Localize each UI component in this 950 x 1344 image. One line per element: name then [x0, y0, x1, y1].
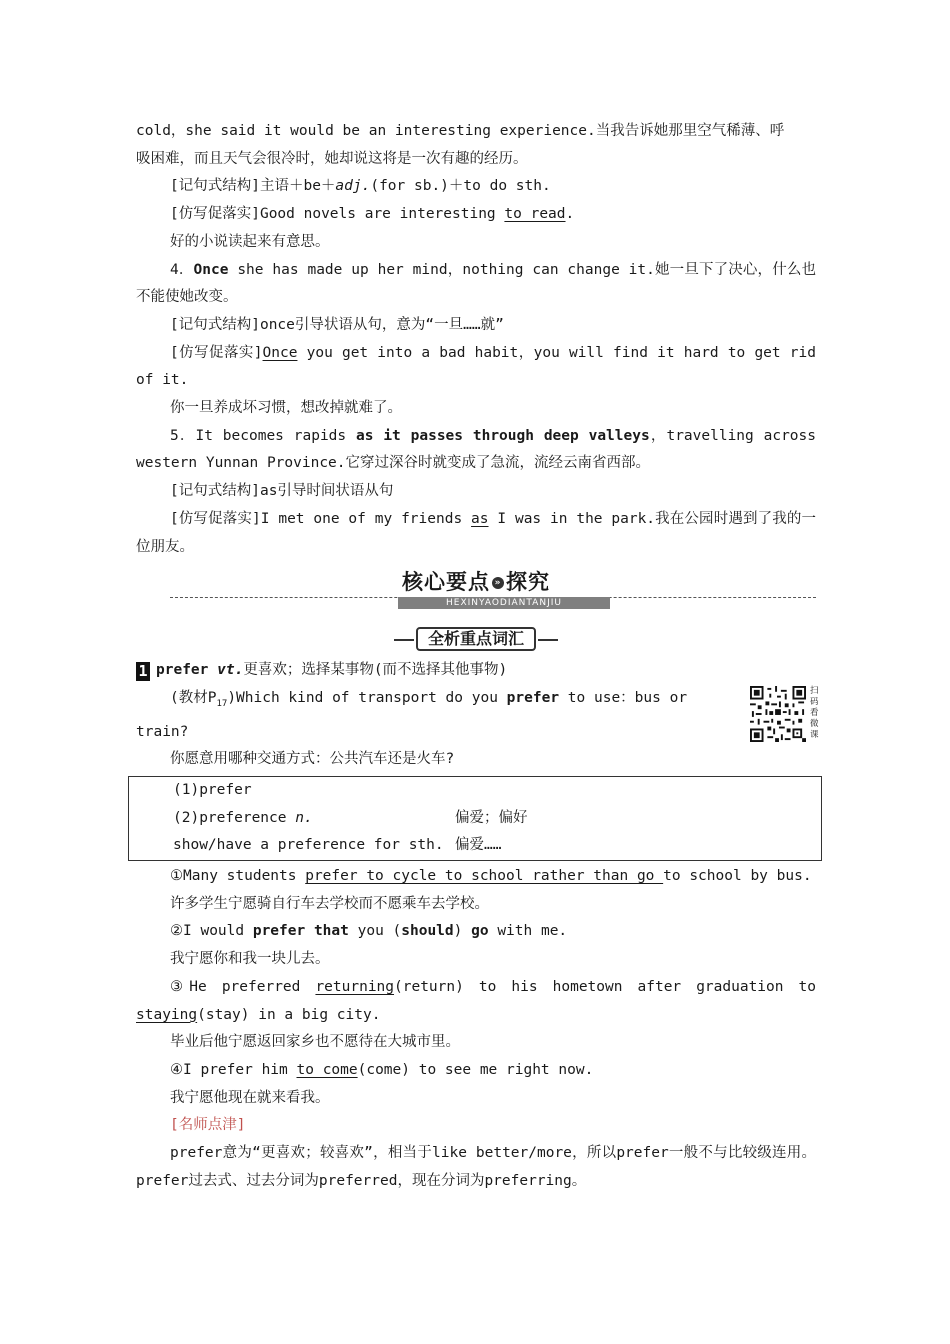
- text-bold: prefer that: [252, 923, 349, 940]
- word-family-box: [128, 776, 822, 861]
- text: [记句式结构]主语＋be＋: [170, 178, 336, 195]
- answer-underlined: staying: [136, 1006, 198, 1023]
- box-row: [173, 832, 821, 860]
- text: )Which kind of transport do you: [227, 689, 507, 706]
- sentence-structure-5: [记句式结构]as引导时间状语从句: [170, 483, 394, 500]
- box-meaning: 偏爱；偏好: [455, 809, 528, 826]
- box-row: (1)prefer: [173, 781, 252, 798]
- textbook-sentence: [136, 685, 816, 746]
- banner-title-part: 探究: [506, 570, 550, 595]
- text-subscript: 17: [216, 698, 228, 709]
- text: (stay) in a big city.: [197, 1006, 381, 1023]
- text-bold: should: [401, 923, 454, 940]
- sentence-4: [136, 257, 816, 312]
- item-number: 4．: [170, 261, 194, 278]
- vocab-header-label: 全析重点词汇: [416, 627, 536, 651]
- answer-underlined: as: [471, 510, 489, 527]
- text: to use：bus or train?: [136, 689, 688, 740]
- teacher-tip-text: prefer意为“更喜欢；较喜欢”，相当于like better/more，所以prefer一般不与比较级连用。prefer过去式、过去分词为preferred，现在分词为preferring。: [136, 1145, 816, 1189]
- paragraph-continuation: [136, 118, 816, 173]
- text: [仿写促落实]Good novels are interesting: [170, 206, 505, 223]
- imitation-4: [136, 340, 816, 395]
- text: (return) to his hometown after graduation to: [394, 978, 816, 995]
- example-2: [136, 918, 816, 946]
- item-number: 5．: [170, 427, 196, 444]
- text: It becomes rapids: [195, 427, 356, 444]
- entry-word: prefer: [156, 662, 209, 679]
- example-3-translation: 毕业后他宁愿返回家乡也不愿待在大城市里。: [170, 1034, 460, 1051]
- answer-underlined: to read: [504, 206, 566, 223]
- banner-pinyin: HEXINYAODIANTANJIU: [398, 597, 610, 609]
- answer-underlined: prefer to cycle to school rather than go: [305, 868, 664, 885]
- entry-heading: [136, 657, 816, 685]
- text: [仿写促落实]: [170, 344, 263, 361]
- example-4: [136, 1057, 816, 1085]
- entry-meaning: 更喜欢；选择某事物(而不选择其他事物): [243, 662, 508, 679]
- box-row: [173, 805, 821, 833]
- text: (教材P: [170, 689, 217, 706]
- answer-underlined: returning: [315, 978, 395, 995]
- text: you get into a bad habit，you will find it hard to get rid of it.: [136, 344, 816, 389]
- text: .: [565, 206, 575, 223]
- double-arrow-icon: »: [492, 577, 504, 589]
- example-3: [136, 974, 816, 1029]
- box-meaning: 偏爱……: [455, 837, 502, 854]
- text: (for sb.)＋to do sth.: [370, 178, 551, 195]
- example-4-translation: 我宁愿他现在就来看我。: [170, 1089, 330, 1106]
- text: ②I would: [170, 923, 253, 940]
- entry-pos: vt.: [217, 662, 244, 679]
- text: ，travelling across western Yunnan Province.它穿过深谷时就变成了急流，流经云南省西部。: [136, 427, 816, 472]
- imitation-3: [136, 201, 816, 229]
- text: she has made up her mind，nothing can change it.她一旦下了决心，什么也不能使她改变。: [136, 261, 817, 306]
- teacher-tip-label: [名师点津]: [170, 1117, 246, 1134]
- sentence-structure-4: [记句式结构]once引导状语从句，意为“一旦……就”: [170, 316, 504, 333]
- example-2-translation: 我宁愿你和我一块儿去。: [170, 951, 330, 968]
- text: ③He preferred: [170, 978, 316, 995]
- sentence-5: [136, 423, 816, 478]
- translation-4: 你一旦养成坏习惯，想改掉就难了。: [170, 400, 402, 417]
- answer-underlined: Once: [262, 344, 298, 361]
- example-1-translation: 许多学生宁愿骑自行车去学校而不愿乘车去学校。: [170, 895, 489, 912]
- banner-title: [136, 569, 816, 597]
- qr-code-area[interactable]: [750, 686, 820, 746]
- text: to school by bus.: [663, 868, 812, 885]
- box-term: [173, 805, 455, 833]
- text: (2)preference: [173, 809, 296, 826]
- qr-label: 扫码看微课: [810, 686, 819, 740]
- vocab-header: [136, 627, 816, 653]
- text: with me.: [488, 923, 568, 940]
- text: ④I prefer him: [170, 1061, 297, 1078]
- text-line: cold，she said it would be an interesting experience.当我告诉她那里空气稀薄、呼: [136, 123, 785, 139]
- banner-title-part: 核心要点: [402, 570, 490, 595]
- textbook-translation: 你愿意用哪种交通方式：公共汽车还是火车?: [170, 751, 455, 768]
- text-bold: as it passes through deep valleys: [356, 427, 650, 444]
- text: I was in the park.我在公园时遇到了我的一位朋友。: [136, 510, 816, 555]
- text: [仿写促落实]I met one of my friends: [170, 510, 472, 527]
- box-term: show/have a preference for sth.: [173, 837, 444, 854]
- text-bold: go: [471, 923, 489, 940]
- qr-code-icon[interactable]: [750, 686, 806, 742]
- text: you (: [348, 923, 402, 940]
- text-italic: n.: [295, 809, 313, 826]
- text-line: 吸困难，而且天气会很冷时，她却说这将是一次有趣的经历。: [136, 150, 528, 167]
- section-banner: [136, 567, 816, 623]
- text-bold: Once: [193, 261, 229, 278]
- text-bold: prefer: [506, 689, 560, 706]
- text: (come) to see me right now.: [357, 1061, 594, 1078]
- text-italic: adj.: [335, 178, 371, 195]
- text: ①Many students: [170, 868, 306, 885]
- translation-3: 好的小说读起来有意思。: [170, 233, 330, 250]
- sentence-structure-3: [136, 173, 816, 201]
- imitation-5: [136, 506, 816, 561]
- text: ): [453, 923, 472, 940]
- document-page: [136, 118, 819, 1196]
- entry-number-badge: 1: [136, 662, 150, 681]
- example-1: [136, 863, 816, 891]
- answer-underlined: to come: [296, 1061, 358, 1078]
